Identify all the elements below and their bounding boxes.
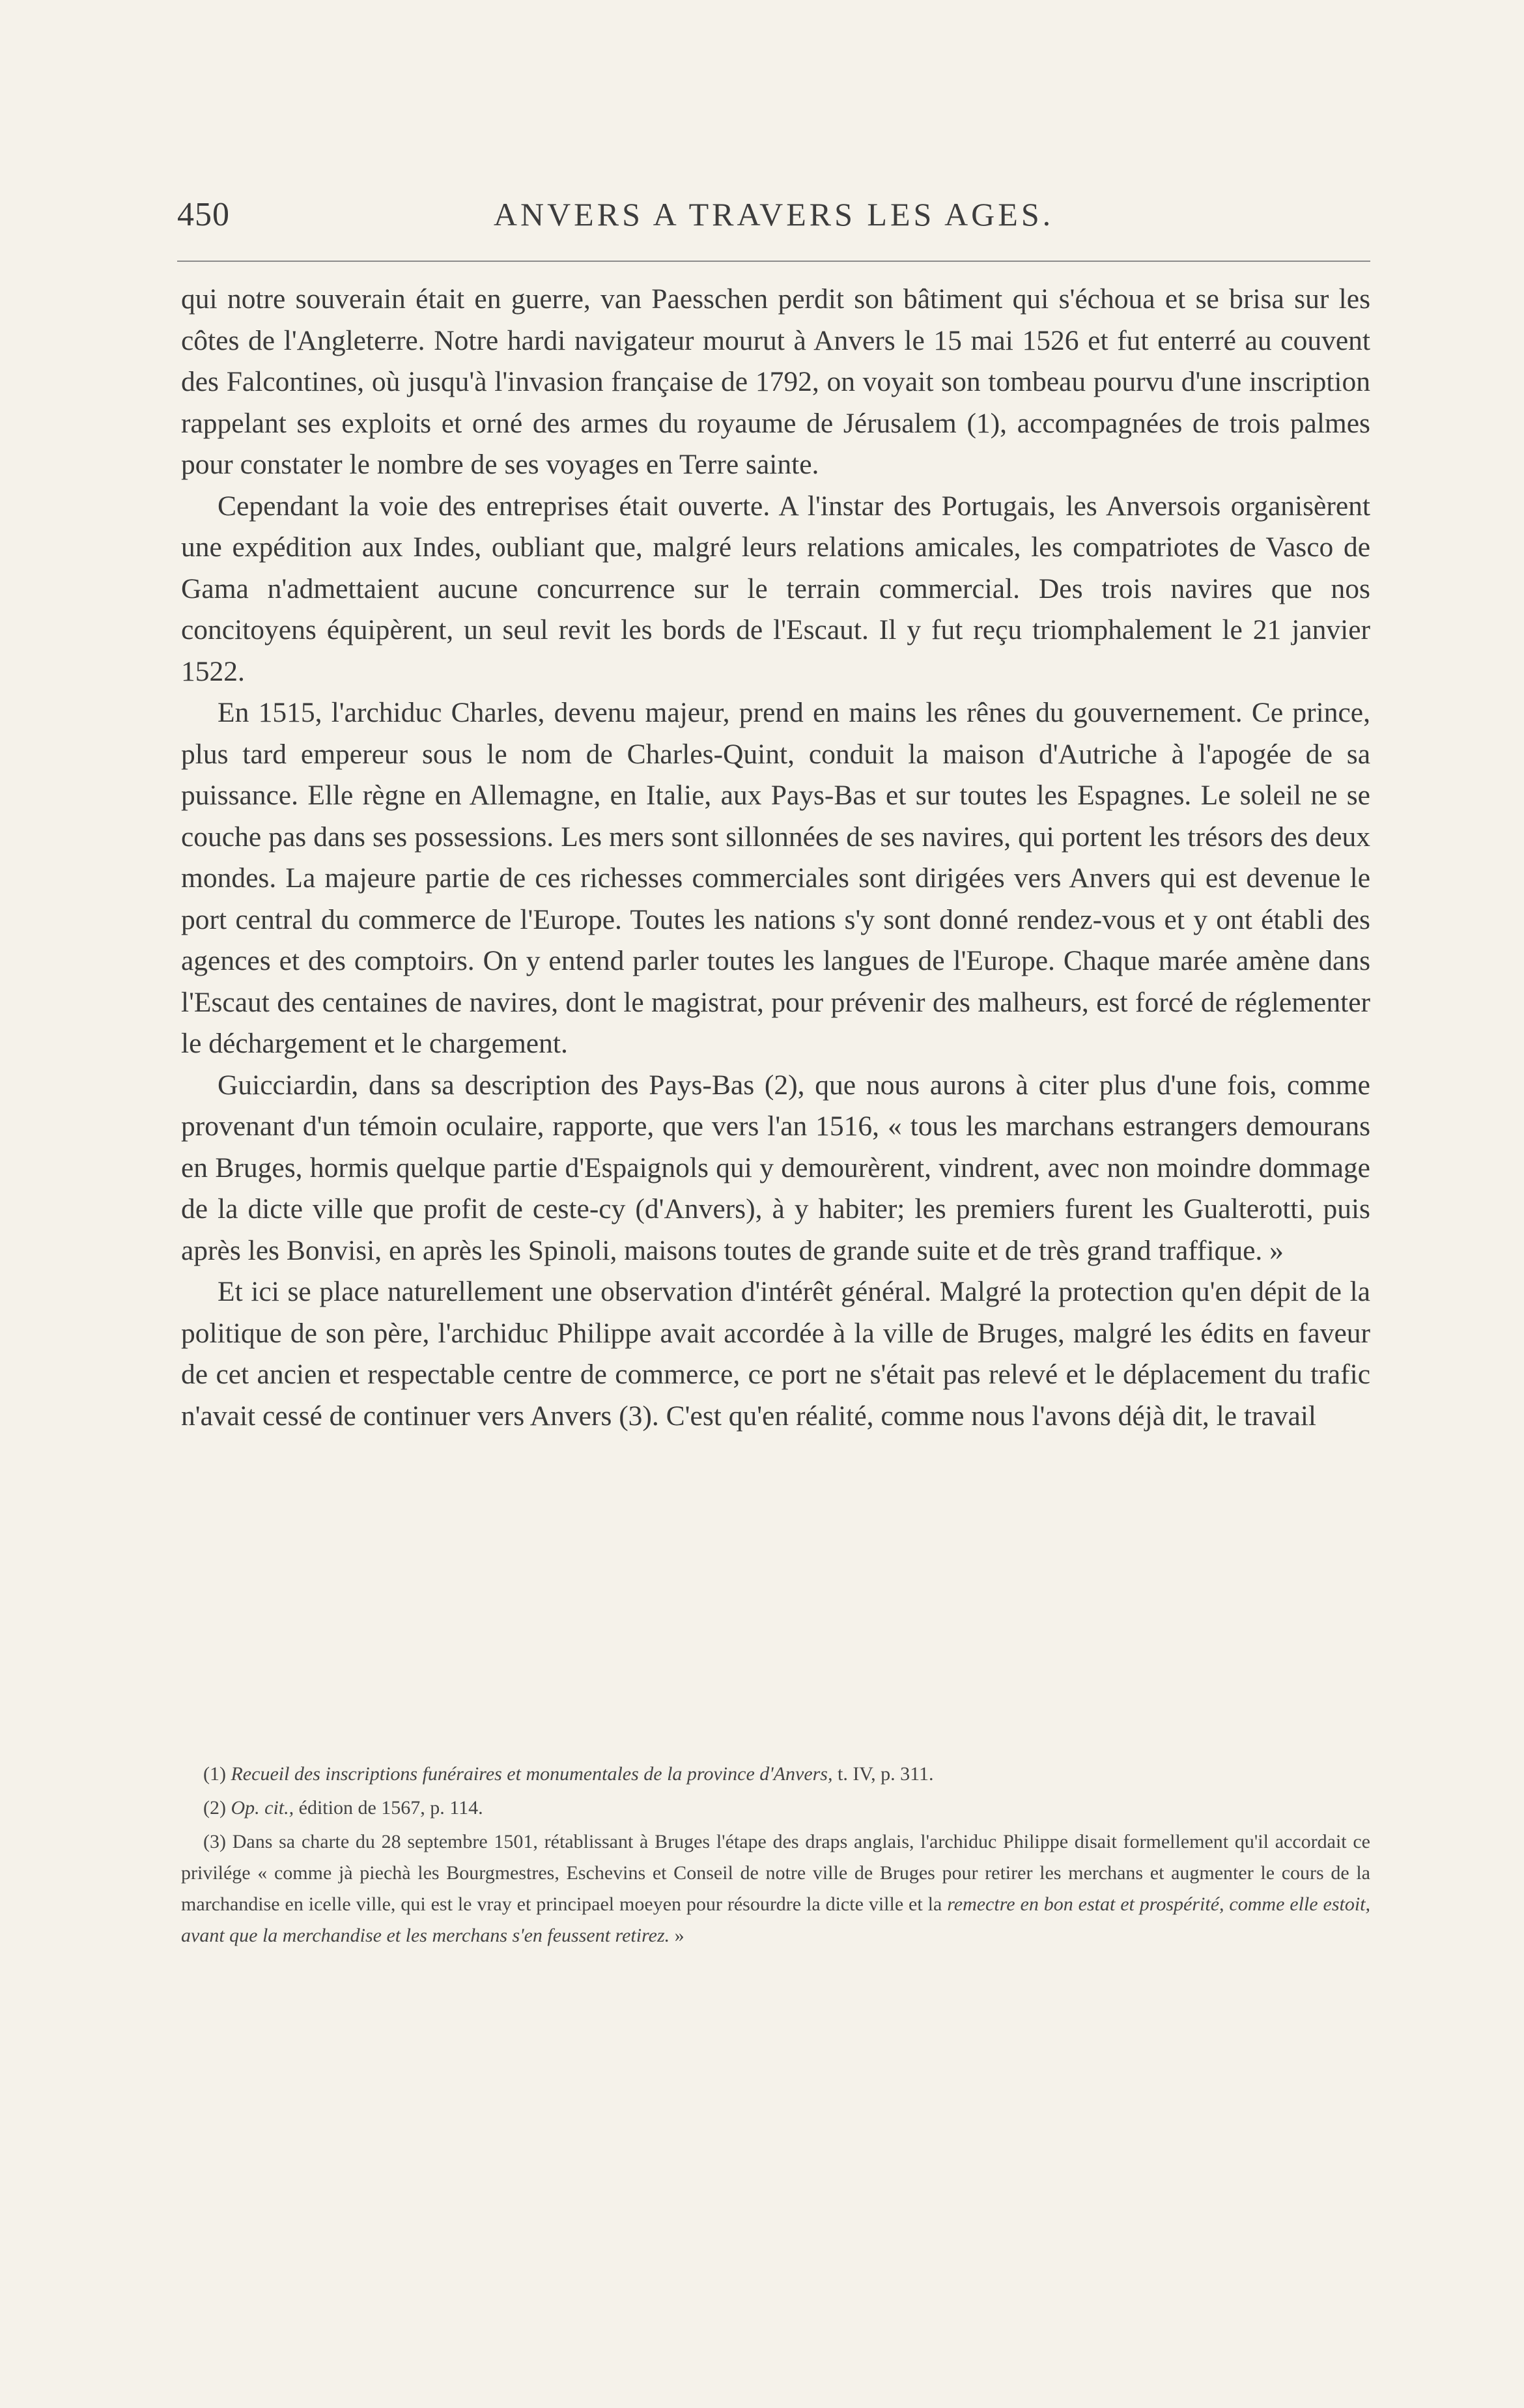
paragraph: En 1515, l'archiduc Charles, devenu majeur, prend en mains les rênes du gouvernement. Ce prince, plus tard empereur sous le nom de Charles-Quint, conduit la maison d'Autriche à l'apogée de sa puissance. Elle règne en Allemagne, en Italie, aux Pays-Bas et sur toutes les Espagnes. Le soleil ne se couche pas dans ses possessions. Les mers sont sillonnées de ses navires, qui portent les trésors des deux mondes. La majeure partie de ces richesses commerciales sont dirigées vers Anvers qui est devenue le port central du commerce de l'Europe. Toutes les nations s'y sont donné rendez-vous et y ont établi des agences et des comptoirs. On y entend parler toutes les langues de l'Europe. Chaque marée amène dans l'Escaut des centaines de navires, dont le magistrat, pour prévenir des malheurs, est forcé de réglementer le déchargement et le chargement. xyxy=(181,697,1370,1059)
page-number: 450 xyxy=(177,196,230,233)
footnote-mark: (3) xyxy=(203,1831,226,1852)
main-text xyxy=(181,279,1370,1437)
footnote-mark: (2) xyxy=(203,1797,226,1819)
paragraph: Guicciardin, dans sa description des Pays-Bas (2), que nous aurons à citer plus d'une fois, comme provenant d'un témoin oculaire, rapporte, que vers l'an 1516, « tous les marchans estrangers demourans en Bruges, hormis quelque partie d'Espaignols qui y demourèrent, vindrent, avec non moindre dommage de la dicte ville que profit de ceste-cy (d'Anvers), à y habiter; les premiers furent les Gualterotti, puis après les Bonvisi, en après les Spinoli, maisons toutes de grande suite et de très grand traffique. » xyxy=(181,1069,1370,1266)
footnote-3 xyxy=(181,1826,1370,1951)
footnote-title: Recueil des inscriptions funéraires et monumentales de la province d'Anvers, xyxy=(231,1763,833,1785)
footnote-1 xyxy=(181,1759,1370,1790)
paragraph: qui notre souverain était en guerre, van Paesschen perdit son bâtiment qui s'échoua et se brisa sur les côtes de l'Angleterre. Notre hardi navigateur mourut à Anvers le 15 mai 1526 et fut enterré au couvent des Falcontines, où jusqu'à l'invasion française de 1792, on voyait son tombeau pourvu d'une inscription rappelant ses exploits et orné des armes du royaume de Jérusalem (1), accompagnées de trois palmes pour constater le nombre de ses voyages en Terre sainte. xyxy=(181,283,1370,480)
footnotes xyxy=(181,1759,1370,1951)
footnote-close: » xyxy=(674,1925,684,1946)
header-rule xyxy=(177,261,1370,262)
footnote-quote: remectre en bon estat et prospérité, comme elle estoit, avant que la merchandise et les merchans s'en feussent retirez. xyxy=(181,1893,1371,1946)
footnote-title: Op. cit., xyxy=(231,1797,294,1819)
footnote-mark: (1) xyxy=(203,1763,226,1785)
paragraph: Cependant la voie des entreprises était ouverte. A l'instar des Portugais, les Anversois organisèrent une expédition aux Indes, oubliant que, malgré leurs relations amicales, les compatriotes de Vasco de Gama n'admettaient aucune concurrence sur le terrain commercial. Des trois navires que nos concitoyens équipèrent, un seul revit les bords de l'Escaut. Il y fut reçu triomphalement le 21 janvier 1522. xyxy=(181,490,1370,687)
footnote-text: Dans sa charte du 28 septembre 1501, rétablissant à Bruges l'étape des draps anglais, l'archiduc Philippe disait formellement qu'il accordait ce privilége « comme jà piechà les Bourgmestres, Eschevins et Conseil de notre ville de Bruges pour retirer les merchans et augmenter le cours de la marchandise en icelle ville, qui est le vray et principael moeyen pour résourdre la dicte ville et la xyxy=(181,1831,1370,1915)
footnote-text: édition de 1567, p. 114. xyxy=(298,1797,483,1819)
page-header xyxy=(177,195,1370,241)
footnote-text: t. IV, p. 311. xyxy=(837,1763,934,1785)
footnote-2 xyxy=(181,1792,1370,1824)
paragraph: Et ici se place naturellement une observation d'intérêt général. Malgré la protection qu'en dépit de la politique de son père, l'archiduc Philippe avait accordée à la ville de Bruges, malgré les édits en faveur de cet ancien et respectable centre de commerce, ce port ne s'était pas relevé et le déplacement du trafic n'avait cessé de continuer vers Anvers (3). C'est qu'en réalité, comme nous l'avons déjà dit, le travail xyxy=(181,1276,1370,1432)
running-title: ANVERS A TRAVERS LES AGES. xyxy=(493,196,1054,233)
